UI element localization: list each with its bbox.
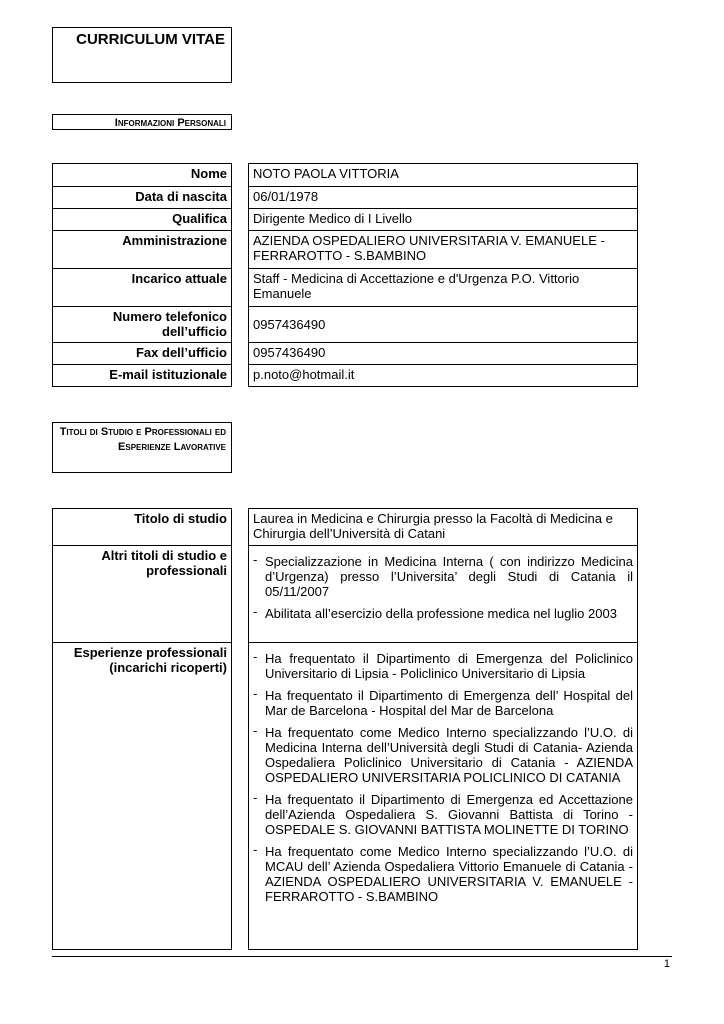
cv-title-box <box>52 27 232 83</box>
value-esperienze <box>248 642 638 950</box>
label-data-nascita: Data di nascita <box>52 186 232 208</box>
label-altri-titoli: Altri titoli di studio e professionali <box>52 545 232 642</box>
value-incarico-attuale: Staff - Medicina di Accettazione e d'Urgenza P.O. Vittorio Emanuele <box>248 268 638 306</box>
list-item: - Abilitata all’esercizio della professione medica nel luglio 2003 <box>253 606 633 621</box>
label-titolo-studio: Titolo di studio <box>52 508 232 545</box>
list-item: - Ha frequentato come Medico Interno specializzando l’U.O. di MCAU dell’ Azienda Ospedaliera Vittorio Emanuele di Catania - AZIENDA OSPEDALIERO UNIVERSITARIA V. EMANUELE - FERRAROTTO - S.BAMBINO <box>253 844 633 904</box>
label-email: E-mail istituzionale <box>52 364 232 387</box>
value-qualifica: Dirigente Medico di I Livello <box>248 208 638 230</box>
label-fax: Fax dell’ufficio <box>52 342 232 364</box>
value-amministrazione: AZIENDA OSPEDALIERO UNIVERSITARIA V. EMANUELE - FERRAROTTO - S.BAMBINO <box>248 230 638 268</box>
label-nome: Nome <box>52 163 232 186</box>
value-fax: 0957436490 <box>248 342 638 364</box>
value-altri-titoli <box>248 545 638 642</box>
label-amministrazione: Amministrazione <box>52 230 232 268</box>
list-item: - Ha frequentato come Medico Interno specializzando l’U.O. di Medicina Interna dell’Università degli Studi di Catania- Azienda Ospedaliera Policlinico Universitario di Catania - AZIENDA OSPEDALIERO UNIVERSITARIA POLICLINICO DI CATANIA <box>253 725 633 785</box>
list-item: - Ha frequentato il Dipartimento di Emergenza del Policlinico Universitario di Lipsia - Policlinico Universitario di Lipsia <box>253 651 633 681</box>
footer-divider <box>52 956 672 957</box>
cv-title: CURRICULUM VITAE <box>76 31 225 48</box>
label-numero-telefonico: Numero telefonico dell’ufficio <box>52 306 232 342</box>
list-item: - Ha frequentato il Dipartimento di Emergenza dell’ Hospital del Mar de Barcelona - Hospital del Mar de Barcelona <box>253 688 633 718</box>
value-nome: NOTO PAOLA VITTORIA <box>248 163 638 186</box>
value-numero-telefonico: 0957436490 <box>248 306 638 342</box>
label-incarico-attuale: Incarico attuale <box>52 268 232 306</box>
list-item: - Specializzazione in Medicina Interna ( con indirizzo Medicina d’Urgenza) presso l’Universita’ degli Studi di Catania il 05/11/2007 <box>253 554 633 599</box>
section-studies-experience: Titoli di Studio e Professionali ed Esperienze Lavorative <box>52 422 232 473</box>
value-data-nascita: 06/01/1978 <box>248 186 638 208</box>
value-titolo-studio: Laurea in Medicina e Chirurgia presso la Facoltà di Medicina e Chirurgia dell’Università di Catani <box>248 508 638 545</box>
label-esperienze: Esperienze professionali (incarichi ricoperti) <box>52 642 232 950</box>
section-personal-info: Informazioni Personali <box>52 114 232 130</box>
list-item: - Ha frequentato il Dipartimento di Emergenza ed Accettazione dell’Azienda Ospedaliera S. Giovanni Battista di Torino - OSPEDALE S. GIOVANNI BATTISTA MOLINETTE DI TORINO <box>253 792 633 837</box>
page-number: 1 <box>663 958 670 970</box>
label-qualifica: Qualifica <box>52 208 232 230</box>
value-email: p.noto@hotmail.it <box>248 364 638 387</box>
